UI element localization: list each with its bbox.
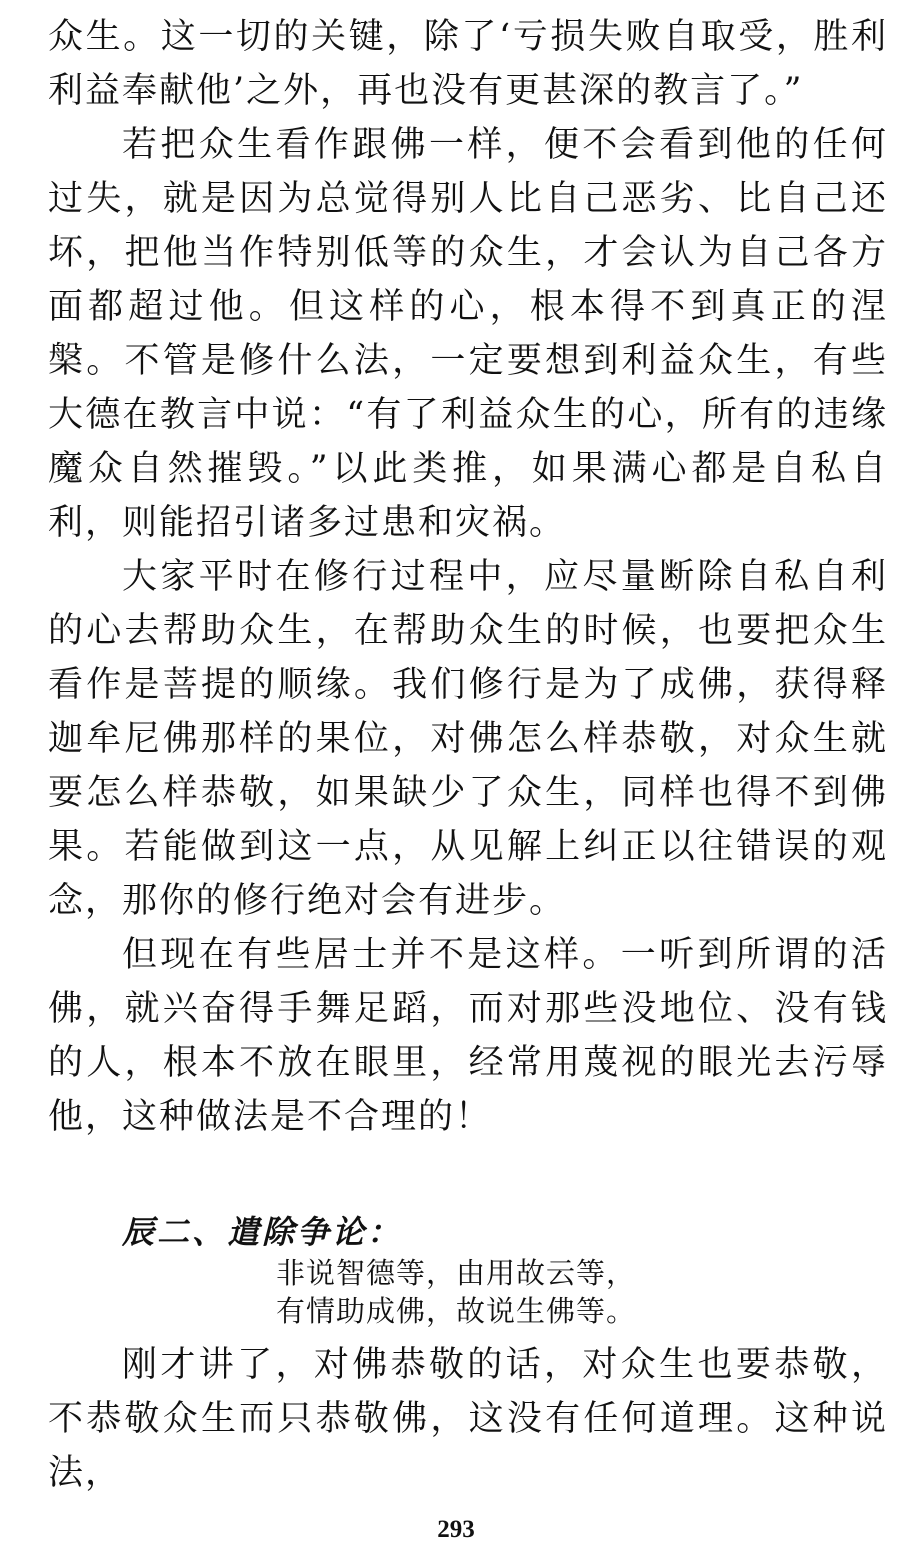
paragraph: 但现在有些居士并不是这样。一听到所谓的活佛，就兴奋得手舞足蹈，而对那些没地位、没有钱的人，根本不放在眼里，经常用蔑视的眼光去污辱他，这种做法是不合理的！ — [48, 935, 888, 1137]
page-body — [48, 10, 888, 1500]
verse-line: 有情助成佛，故说生佛等。 — [276, 1294, 637, 1328]
section-heading: 辰二、遣除争论： — [122, 1213, 403, 1251]
section-block — [48, 1210, 888, 1330]
page-number: 293 — [437, 1516, 475, 1543]
paragraph-continued: 众生。这一切的关键，除了‘亏损失败自取受，胜利利益奉献他’之外，再也没有更甚深的教言了。” — [48, 17, 888, 111]
verse-line: 非说智德等，由用故云等， — [276, 1256, 637, 1290]
paragraph: 大家平时在修行过程中，应尽量断除自私自利的心去帮助众生，在帮助众生的时候，也要把众生看作是菩提的顺缘。我们修行是为了成佛，获得释迦牟尼佛那样的果位，对佛怎么样恭敬，对众生就要怎么样恭敬，如果缺少了众生，同样也得不到佛果。若能做到这一点，从见解上纠正以往错误的观念，那你的修行绝对会有进步。 — [48, 557, 888, 921]
paragraph: 刚才讲了，对佛恭敬的话，对众生也要恭敬，不恭敬众生而只恭敬佛，这没有任何道理。这种说法， — [48, 1345, 888, 1493]
paragraph: 若把众生看作跟佛一样，便不会看到他的任何过失，就是因为总觉得别人比自己恶劣、比自己还坏，把他当作特别低等的众生，才会认为自己各方面都超过他。但这样的心，根本得不到真正的涅槃。不管是修什么法，一定要想到利益众生，有些大德在教言中说：“有了利益众生的心，所有的违缘魔众自然摧毁。”以此类推，如果满心都是自私自利，则能招引诸多过患和灾祸。 — [48, 125, 888, 543]
